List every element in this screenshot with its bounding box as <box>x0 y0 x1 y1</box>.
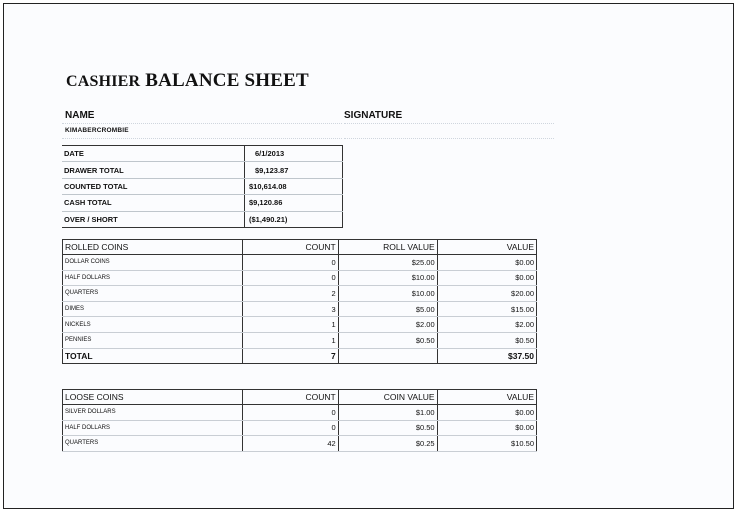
total-label: TOTAL <box>63 348 243 364</box>
roll-value-cell: $25.00 <box>338 255 437 271</box>
table-row <box>63 436 537 452</box>
count-cell[interactable]: 1 <box>243 317 339 333</box>
rolled-coins-table <box>62 239 537 364</box>
name-divider <box>62 123 342 124</box>
roll-value-cell: $5.00 <box>338 301 437 317</box>
roll-value-cell: $0.50 <box>338 332 437 348</box>
roll-value-cell: $10.00 <box>338 270 437 286</box>
column-header: ROLLED COINS <box>63 240 243 255</box>
value-cell: $0.00 <box>437 255 536 271</box>
column-header: COIN VALUE <box>338 390 437 405</box>
table-row <box>63 405 537 421</box>
over-short-value: ($1,490.21) <box>245 211 343 227</box>
value-cell: $10.50 <box>437 436 536 452</box>
coin-type: QUARTERS <box>63 436 243 452</box>
summary-label: DRAWER TOTAL <box>62 162 245 178</box>
summary-row <box>62 178 343 194</box>
total-count: 7 <box>243 348 339 364</box>
table-header-row <box>63 390 537 405</box>
count-cell[interactable]: 0 <box>243 420 339 436</box>
value-cell: $0.00 <box>437 420 536 436</box>
summary-label: OVER / SHORT <box>62 211 245 227</box>
count-cell[interactable]: 3 <box>243 301 339 317</box>
table-row <box>63 420 537 436</box>
coin-type: QUARTERS <box>63 286 243 302</box>
title-main: BALANCE SHEET <box>145 70 309 91</box>
count-cell[interactable]: 1 <box>243 332 339 348</box>
column-header: ROLL VALUE <box>338 240 437 255</box>
title-prefix: CASHIER <box>66 73 141 90</box>
column-header: LOOSE COINS <box>63 390 243 405</box>
column-header: VALUE <box>437 240 536 255</box>
table-row <box>63 332 537 348</box>
summary-table <box>62 145 343 228</box>
total-row <box>63 348 537 364</box>
table-row <box>63 270 537 286</box>
table-row <box>63 317 537 333</box>
count-cell[interactable]: 42 <box>243 436 339 452</box>
coin-type: SILVER DOLLARS <box>63 405 243 421</box>
signature-divider <box>344 123 554 124</box>
summary-label: DATE <box>62 146 245 162</box>
table-row <box>63 301 537 317</box>
summary-label: CASH TOTAL <box>62 195 245 211</box>
coin-type: DIMES <box>63 301 243 317</box>
value-cell: $20.00 <box>437 286 536 302</box>
count-cell[interactable]: 0 <box>243 270 339 286</box>
value-cell: $15.00 <box>437 301 536 317</box>
name-label: NAME <box>65 110 95 121</box>
column-header: VALUE <box>437 390 536 405</box>
total-empty <box>338 348 437 364</box>
count-cell[interactable]: 0 <box>243 255 339 271</box>
coin-type: PENNIES <box>63 332 243 348</box>
roll-value-cell: $10.00 <box>338 286 437 302</box>
summary-row <box>62 211 343 227</box>
total-value: $37.50 <box>437 348 536 364</box>
page-title <box>66 70 309 92</box>
summary-row <box>62 146 343 162</box>
column-header: COUNT <box>243 240 339 255</box>
value-cell: $0.00 <box>437 405 536 421</box>
date-value[interactable]: 6/1/2013 <box>245 146 343 162</box>
drawer-total-value[interactable]: $9,123.87 <box>245 162 343 178</box>
value-cell: $0.50 <box>437 332 536 348</box>
coin-value-cell: $1.00 <box>338 405 437 421</box>
loose-coins-table <box>62 389 537 452</box>
table-row <box>63 286 537 302</box>
value-cell: $0.00 <box>437 270 536 286</box>
signature-underline <box>344 138 554 139</box>
coin-value-cell: $0.25 <box>338 436 437 452</box>
name-underline <box>62 138 342 139</box>
name-value[interactable]: KIMABERCROMBIE <box>65 127 129 134</box>
count-cell[interactable]: 2 <box>243 286 339 302</box>
cash-total-value: $9,120.86 <box>245 195 343 211</box>
table-row <box>63 255 537 271</box>
roll-value-cell: $2.00 <box>338 317 437 333</box>
coin-type: NICKELS <box>63 317 243 333</box>
value-cell: $2.00 <box>437 317 536 333</box>
signature-label: SIGNATURE <box>344 110 403 121</box>
counted-total-value: $10,614.08 <box>245 178 343 194</box>
count-cell[interactable]: 0 <box>243 405 339 421</box>
summary-label: COUNTED TOTAL <box>62 178 245 194</box>
coin-type: DOLLAR COINS <box>63 255 243 271</box>
summary-row <box>62 162 343 178</box>
column-header: COUNT <box>243 390 339 405</box>
coin-value-cell: $0.50 <box>338 420 437 436</box>
table-header-row <box>63 240 537 255</box>
coin-type: HALF DOLLARS <box>63 270 243 286</box>
summary-row <box>62 195 343 211</box>
coin-type: HALF DOLLARS <box>63 420 243 436</box>
